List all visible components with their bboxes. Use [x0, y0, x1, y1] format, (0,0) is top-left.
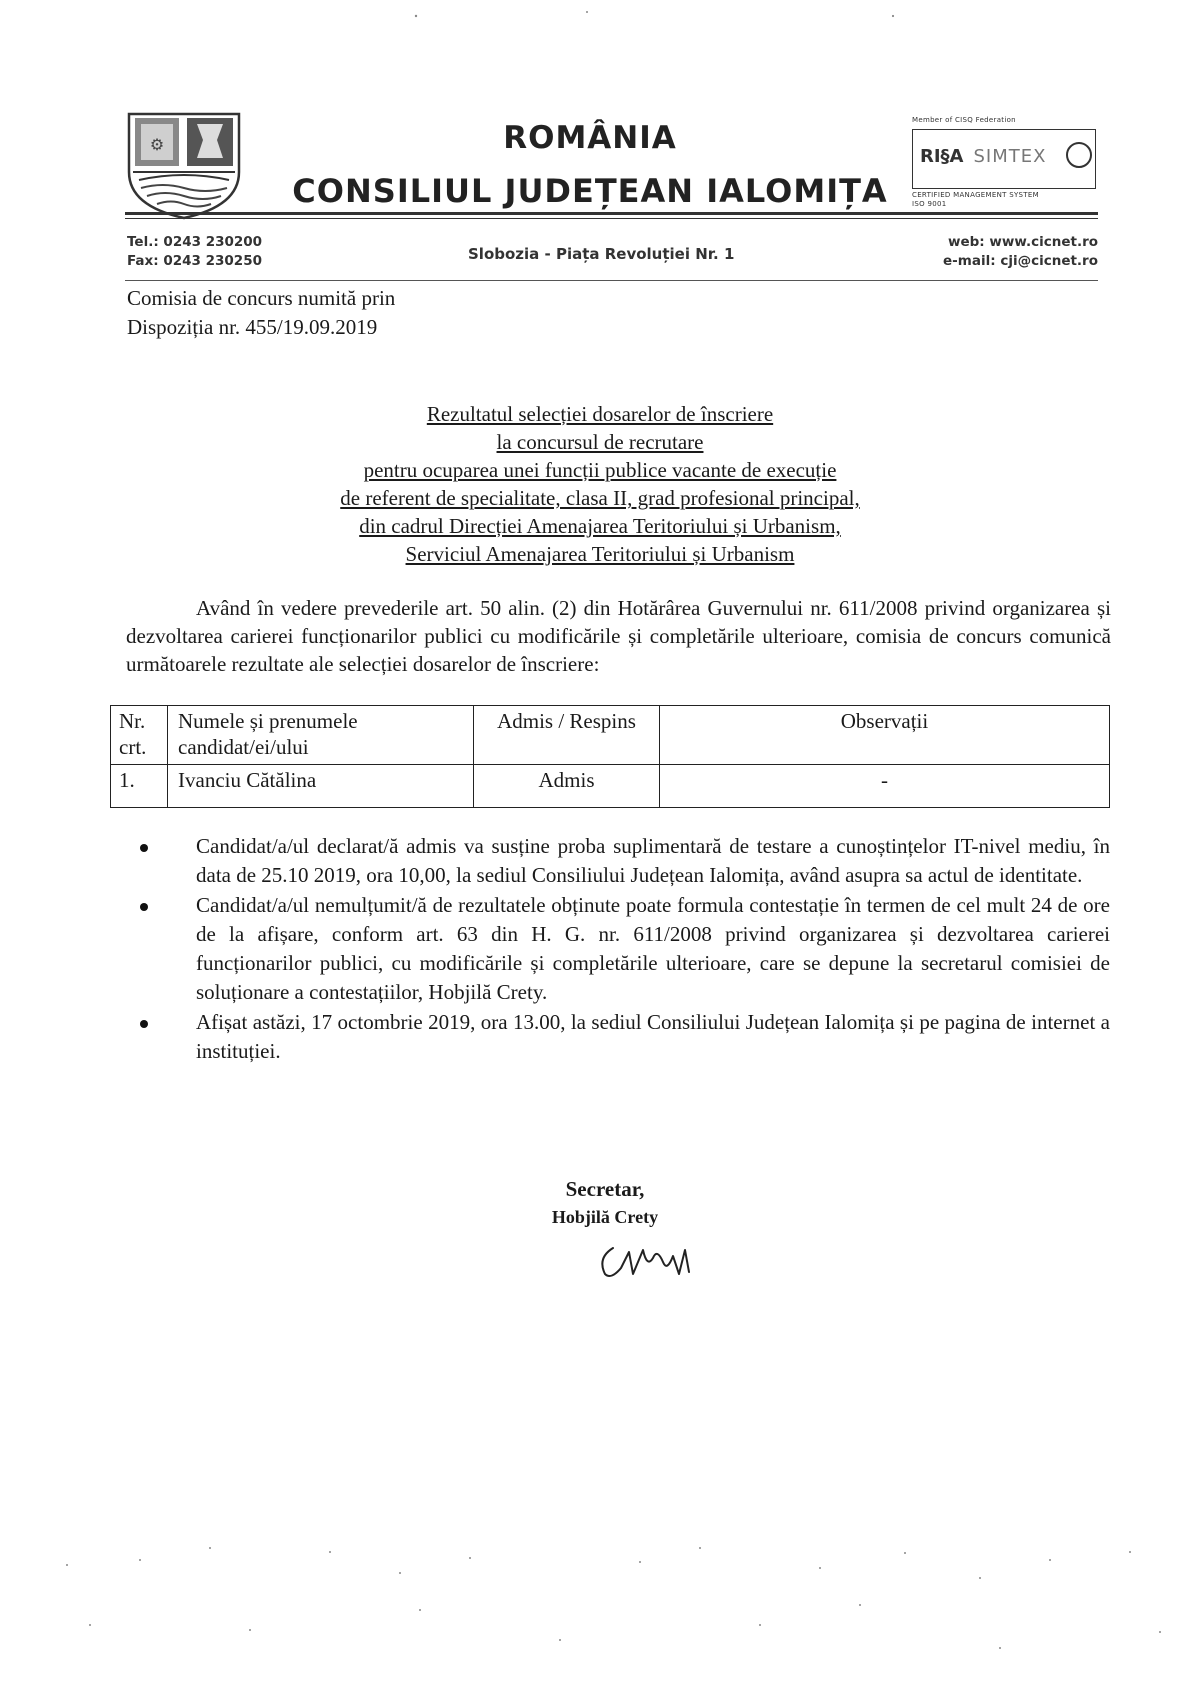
cert-logo: RI§A SIMTEX — [920, 146, 1047, 167]
fax-text: Fax: 0243 230250 — [127, 253, 262, 269]
svg-text:⚙: ⚙ — [149, 135, 165, 154]
cell-name: Ivanciu Cătălina — [168, 765, 474, 808]
signatory-name: Hobjilă Crety — [551, 1207, 659, 1227]
phone-text: Tel.: 0243 230200 — [127, 234, 263, 250]
list-item: Candidat/a/ul nemulțumit/ă de rezultatele obținute poate formula contestație în termen de cel mult 24 de ore de la afișare, conform art. 63 din H. G. nr. 611/2008 privind organizarea și dezvoltarea carierei funcționarilor publici, cu modificările și completările ulterioare, care se depune la secretarul comisiei de soluționare a contestațiilor, Hobjilă Crety. — [140, 891, 1110, 1007]
email-text: e-mail: cji@cicnet.ro — [943, 253, 1098, 269]
country-title: ROMÂNIA — [503, 120, 677, 156]
cert-member-text: Member of CISQ Federation — [912, 116, 1016, 124]
website-text: web: www.cicnet.ro — [948, 234, 1098, 250]
title-line: din cadrul Direcției Amenajarea Teritoriului și Urbanism, — [359, 514, 841, 538]
header-status: Admis / Respins — [474, 706, 660, 765]
address-text: Slobozia - Piața Revoluției Nr. 1 — [468, 245, 735, 263]
committee-reference: Comisia de concurs numită prin Dispoziția nr. 455/19.09.2019 — [127, 286, 396, 339]
signatory-role: Secretar, — [565, 1177, 645, 1201]
header-observations: Observații — [660, 706, 1110, 765]
title-line: la concursul de recrutare — [496, 430, 704, 454]
cert-standard-text: ISO 9001 — [912, 200, 947, 208]
title-line: Rezultatul selecției dosarelor de înscriere — [426, 402, 774, 426]
title-line: Serviciul Amenajarea Teritoriului și Urbanism — [405, 542, 795, 566]
header-name: Numele și prenumele candidat/ei/ului — [168, 706, 474, 765]
cell-status: Admis — [474, 765, 660, 808]
title-line: de referent de specialitate, clasa II, grad profesional principal, — [340, 486, 860, 510]
cell-nr: 1. — [111, 765, 168, 808]
title-line: pentru ocuparea unei funcții publice vacante de execuție — [363, 458, 837, 482]
cert-system-text: CERTIFIED MANAGEMENT SYSTEM — [912, 191, 1039, 199]
cell-observations: - — [660, 765, 1110, 808]
intro-paragraph: Având în vedere prevederile art. 50 alin. (2) din Hotărârea Guvernului nr. 611/2008 privind organizarea și dezvoltarea carierei funcționarilor publici cu modificările și completările ulterioare, comisia de concurs comunică următoarele rezultate ale selecției dosarelor de înscriere: — [126, 596, 1111, 676]
institution-title: CONSILIUL JUDEȚEAN IALOMIȚA — [292, 172, 888, 210]
header-nr: Nr. crt. — [111, 706, 168, 765]
list-item: Afișat astăzi, 17 octombrie 2019, ora 13.00, la sediul Consiliului Județean Ialomița și pe pagina de internet a instituției. — [140, 1008, 1110, 1066]
list-item: Candidat/a/ul declarat/ă admis va susține proba suplimentară de testare a cunoștințelor IT-nivel mediu, în data de 25.10 2019, ora 10,00, la sediul Consiliului Județean Ialomița, având asupra sa actul de identitate. — [140, 832, 1110, 890]
